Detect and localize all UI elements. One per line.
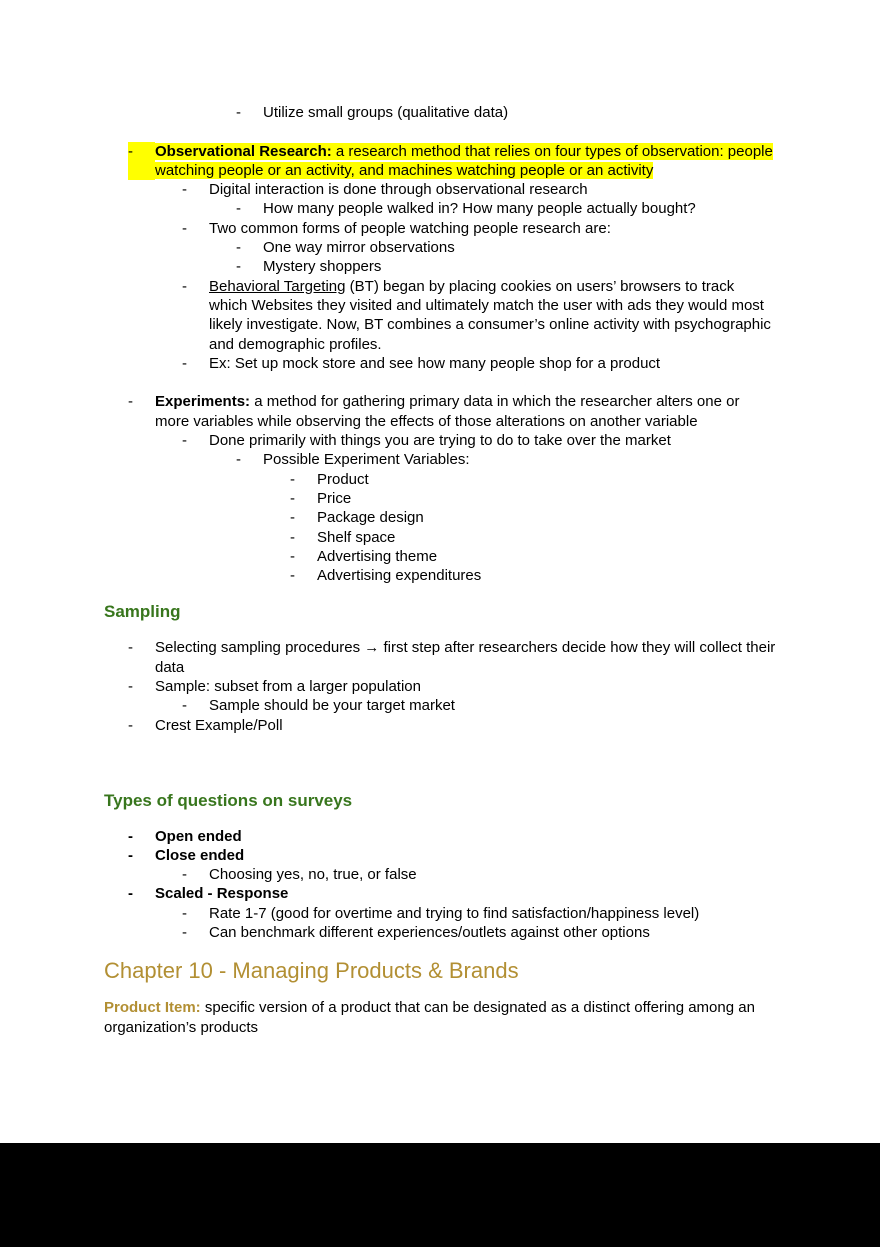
list-dash-marker: - bbox=[128, 716, 133, 734]
bottom-black-bar bbox=[0, 1143, 880, 1247]
bullet-item bbox=[104, 923, 776, 942]
list-dash-marker: - bbox=[182, 923, 187, 941]
bullet-text bbox=[317, 470, 776, 489]
bullet-item bbox=[104, 716, 776, 735]
list-dash-marker: - bbox=[128, 678, 133, 696]
bullet-text bbox=[209, 431, 776, 450]
bullet-item bbox=[104, 470, 776, 489]
list-dash-marker: - bbox=[128, 846, 133, 864]
text-run: Selecting sampling procedures → first step after researchers decide how they will collect their data bbox=[155, 639, 776, 676]
product-item-paragraph bbox=[104, 998, 776, 1038]
bullet-text bbox=[263, 238, 776, 257]
bullet-text bbox=[317, 508, 776, 527]
text-run: Advertising expenditures bbox=[317, 567, 482, 585]
bullet-item bbox=[104, 508, 776, 527]
bullet-text bbox=[155, 827, 776, 846]
list-dash-marker: - bbox=[182, 354, 187, 372]
list-dash-marker: - bbox=[182, 904, 187, 922]
list-dash-marker: - bbox=[182, 866, 187, 884]
text-run: Behavioral Targeting bbox=[209, 277, 346, 295]
bullet-item bbox=[104, 277, 776, 354]
text-run: Mystery shoppers bbox=[263, 258, 382, 276]
bullet-item bbox=[104, 865, 776, 884]
bullet-text bbox=[317, 547, 776, 566]
list-dash-marker: - bbox=[236, 239, 241, 257]
bullet-text bbox=[317, 489, 776, 508]
bullet-text bbox=[155, 638, 776, 677]
text-run: Package design bbox=[317, 509, 424, 527]
bullet-text bbox=[155, 392, 776, 431]
text-run: Shelf space bbox=[317, 528, 396, 546]
bullet-text bbox=[155, 884, 776, 903]
bullet-item bbox=[104, 238, 776, 257]
list-dash-marker: - bbox=[236, 451, 241, 469]
text-run: Done primarily with things you are trying to do to take over the market bbox=[209, 432, 671, 450]
list-dash-marker: - bbox=[182, 432, 187, 450]
text-run: (BT) began by placing cookies on users’ browsers to track which Websites they visited and ultimately match the user with ads they would most likely investigate. Now, BT combines a consumer’s online activity with psychographic and demographic profiles. bbox=[209, 277, 771, 353]
list-dash-marker: - bbox=[290, 528, 295, 546]
list-dash-marker: - bbox=[182, 277, 187, 295]
bullet-text bbox=[317, 528, 776, 547]
list-dash-marker: - bbox=[290, 567, 295, 585]
list-dash-marker: - bbox=[290, 547, 295, 565]
bullet-text bbox=[317, 566, 776, 585]
text-run: Can benchmark different experiences/outlets against other options bbox=[209, 923, 650, 941]
bullet-text bbox=[155, 677, 776, 696]
bullet-text bbox=[263, 103, 776, 122]
text-run: Price bbox=[317, 489, 352, 507]
bullet-item bbox=[104, 638, 776, 677]
bullet-item bbox=[104, 180, 776, 199]
list-dash-marker: - bbox=[128, 639, 133, 657]
list-dash-marker: - bbox=[128, 393, 133, 411]
text-run: Two common forms of people watching people research are: bbox=[209, 219, 611, 237]
list-dash-marker: - bbox=[236, 258, 241, 276]
bullet-text bbox=[209, 277, 776, 354]
bullet-text bbox=[209, 354, 776, 373]
bullet-text bbox=[209, 904, 776, 923]
list-dash-marker: - bbox=[290, 470, 295, 488]
bullet-item bbox=[104, 884, 776, 903]
text-run: a research method that relies on four types of observation: people watching people or an activity, and machines watching people or an activity bbox=[155, 142, 773, 179]
bullet-item bbox=[104, 827, 776, 846]
heading-chapter-10 bbox=[104, 958, 776, 984]
list-dash-marker: - bbox=[182, 181, 187, 199]
text-run: Crest Example/Poll bbox=[155, 716, 283, 734]
text-run: One way mirror observations bbox=[263, 239, 455, 257]
text-run: Chapter 10 - Managing Products & Brands bbox=[104, 958, 519, 984]
bullet-text bbox=[263, 199, 776, 218]
text-run: Sample: subset from a larger population bbox=[155, 678, 421, 696]
text-run: Utilize small groups (qualitative data) bbox=[263, 104, 509, 121]
bullet-item bbox=[104, 392, 776, 431]
text-run: Possible Experiment Variables: bbox=[263, 451, 470, 469]
text-run: Scaled - Response bbox=[155, 885, 289, 903]
bullet-text bbox=[209, 923, 776, 942]
text-run: specific version of a product that can be designated as a distinct offering among an organization’s products bbox=[104, 999, 755, 1037]
bullet-item bbox=[104, 219, 776, 238]
list-dash-marker: - bbox=[128, 885, 133, 903]
bullet-item bbox=[104, 846, 776, 865]
bullet-item bbox=[104, 450, 776, 469]
text-run: Experiments: bbox=[155, 393, 251, 411]
text-run: Sample should be your target market bbox=[209, 697, 455, 715]
bullet-text bbox=[263, 257, 776, 276]
text-run: Close ended bbox=[155, 846, 245, 864]
bullet-text bbox=[209, 696, 776, 715]
text-run: Product Item: bbox=[104, 999, 201, 1017]
text-run: Ex: Set up mock store and see how many people shop for a product bbox=[209, 354, 661, 372]
bullet-item bbox=[104, 199, 776, 218]
bullet-text bbox=[209, 219, 776, 238]
empty-line bbox=[104, 122, 776, 141]
list-dash-marker: - bbox=[290, 509, 295, 527]
heading-sampling bbox=[104, 601, 776, 623]
text-run: Sampling bbox=[104, 602, 181, 622]
list-dash-marker: - bbox=[128, 827, 133, 845]
bullet-item bbox=[104, 677, 776, 696]
list-dash-marker: - bbox=[182, 697, 187, 715]
list-dash-marker: - bbox=[236, 104, 241, 121]
bullet-text bbox=[155, 142, 776, 181]
text-run: Rate 1-7 (good for overtime and trying to find satisfaction/happiness level) bbox=[209, 904, 700, 922]
list-dash-marker: - bbox=[182, 219, 187, 237]
bullet-item bbox=[104, 431, 776, 450]
text-run: Choosing yes, no, true, or false bbox=[209, 866, 417, 884]
bullet-text bbox=[155, 716, 776, 735]
bullet-text bbox=[209, 180, 776, 199]
text-run: Open ended bbox=[155, 827, 242, 845]
text-run: Digital interaction is done through observational research bbox=[209, 181, 588, 199]
bullet-item bbox=[104, 142, 776, 181]
bullet-item bbox=[104, 547, 776, 566]
bullet-item bbox=[104, 528, 776, 547]
bullet-item bbox=[104, 904, 776, 923]
bullet-item bbox=[104, 489, 776, 508]
empty-line bbox=[104, 373, 776, 392]
text-run: How many people walked in? How many people actually bought? bbox=[263, 200, 696, 218]
bullet-text bbox=[209, 865, 776, 884]
list-dash-marker: - bbox=[128, 142, 155, 181]
bullet-item bbox=[104, 566, 776, 585]
bullet-text bbox=[155, 846, 776, 865]
text-run: Advertising theme bbox=[317, 547, 438, 565]
bullet-text bbox=[263, 450, 776, 469]
list-dash-marker: - bbox=[290, 489, 295, 507]
empty-line bbox=[104, 754, 776, 773]
text-run: a method for gathering primary data in which the researcher alters one or more variables while observing the effects of those alterations on another variable bbox=[155, 393, 740, 430]
text-run: Types of questions on surveys bbox=[104, 790, 353, 810]
heading-types-of-questions bbox=[104, 790, 776, 812]
bullet-item bbox=[104, 354, 776, 373]
bullet-item bbox=[104, 696, 776, 715]
bullet-item bbox=[104, 257, 776, 276]
bullet-item bbox=[104, 103, 776, 122]
list-dash-marker: - bbox=[236, 200, 241, 218]
text-run: Observational Research: bbox=[155, 142, 332, 160]
empty-line bbox=[104, 735, 776, 754]
text-run: Product bbox=[317, 470, 369, 488]
